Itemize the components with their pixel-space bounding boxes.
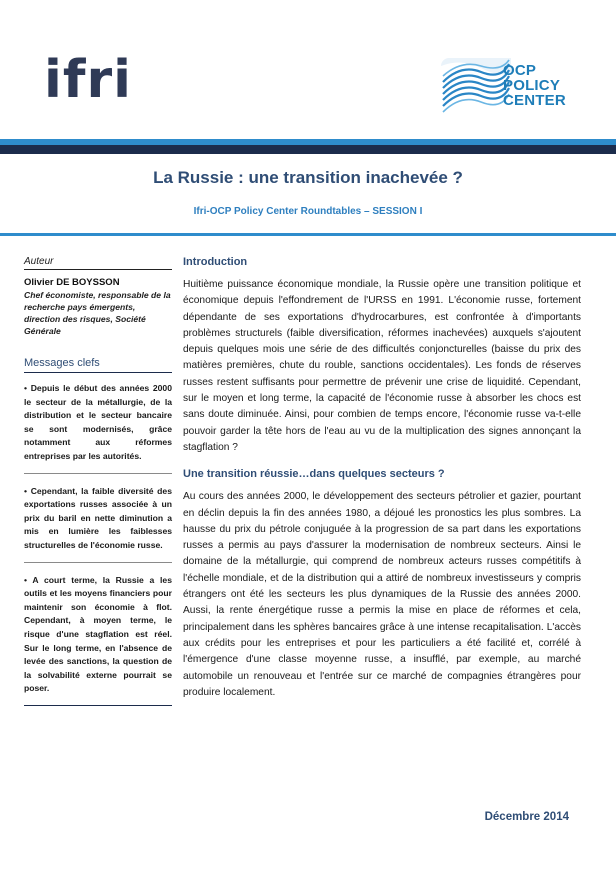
introduction-paragraph: Huitième puissance économique mondiale, la Russie opère une transition politique et économique depuis l'effondrement de l'URSS en 1991. L'économie russe, fortement dépendante de ses exportations d'hydrocarbures, est confrontée à d'importants problèmes structurels (faible diversification, réformes inachevées) auxquels s'ajoutent depuis quelques mois une série de des difficultés conjoncturelles (baisse du prix des matières premières, chute du rouble, sanctions occidentales). Les fonds de réserves russes restent suffisants pour permettre de prévenir une crise de liquidité. Cependant, sur le moyen et long terme, la capacité de l'économie russe à absorber les chocs est sans doute diminuée. Ainsi, pour combien de temps encore, l'économie russe va-t-elle pouvoir garder la tête hors de l'eau au vu de la multiplication des signes annonçant la stagflation ? <box>183 279 581 453</box>
key-messages-heading: Messages clefs <box>24 357 172 373</box>
main-content <box>183 256 581 705</box>
key-messages-list <box>24 382 172 706</box>
introduction-heading: Introduction <box>183 256 248 268</box>
page-header <box>0 0 616 150</box>
header-band-dark <box>0 145 616 154</box>
ifri-logo: ifri <box>44 50 132 110</box>
ocp-logo-line-2: POLICY <box>503 77 561 94</box>
document-date: Décembre 2014 <box>484 811 569 823</box>
title-divider <box>0 233 616 236</box>
key-message-item: • A court terme, la Russie a les outils et les moyens financiers pour maintenir son économie à flot. Cependant, à moyen terme, le risque d'une stagflation est réel. Sur le long terme, en l'absence de levée des sanctions, la question de la solvabilité externe pourrait se poser. <box>24 574 172 706</box>
key-message-item: • Depuis le début des années 2000 le secteur de la métallurgie, de la distribution et le secteur bancaire se sont modernisés, grâce notamment aux réformes entreprises par les autorités. <box>24 382 172 474</box>
ocp-logo-text <box>503 63 583 108</box>
ocp-logo-line-3: CENTER <box>503 92 566 109</box>
author-role: Chef économiste, responsable de la recherche pays émergents, direction des risques, Société Générale <box>24 290 171 336</box>
sidebar <box>24 256 172 717</box>
ocp-policy-center-logo <box>441 58 583 120</box>
document-title: La Russie : une transition inachevée ? <box>153 168 463 187</box>
section-paragraph: Au cours des années 2000, le développement des secteurs pétrolier et gazier, pourtant en déclin depuis la fin des années 1980, a déjoué les pronostics les plus sombres. La hausse du prix du pétrole conjuguée à la progression de sa part dans les exportations russes a permis au pays d'assurer la modernisation de nombreux secteurs. Ainsi le domaine de la métallurgie, qui comprend de nombreux acteurs russes compétitifs à l'échelle mondiale, et de la distribution qui a attiré de nombreux investisseurs y compris étrangers ont été les secteurs les plus dynamiques de la Russie des années 2000. Aussi, la rente énergétique russe a permis la mise en place de réformes et cela, principalement dans les sphères bancaires grâce à une intense recapitalisation. L'accès aux crédits pour les entreprises et pour les particuliers a été facilité et, corrélé à l'émergence d'une classe moyenne russe, a insufflé, par exemple, au marché automobile un renouveau et l'entrée sur ce marché de compagnies étrangères pour produire localement. <box>183 491 581 698</box>
ocp-logo-line-1: OCP <box>503 62 537 79</box>
key-message-item: • Cependant, la faible diversité des exportations russes associée à un prix du baril en nette diminution a mis en lumière les faiblesses structurelles de l'économie russe. <box>24 485 172 563</box>
author-name: Olivier DE BOYSSON <box>24 277 120 288</box>
author-label: Auteur <box>24 256 172 270</box>
document-subtitle: Ifri-OCP Policy Center Roundtables – SESSION I <box>193 206 423 217</box>
section-heading: Une transition réussie…dans quelques secteurs ? <box>183 468 445 481</box>
